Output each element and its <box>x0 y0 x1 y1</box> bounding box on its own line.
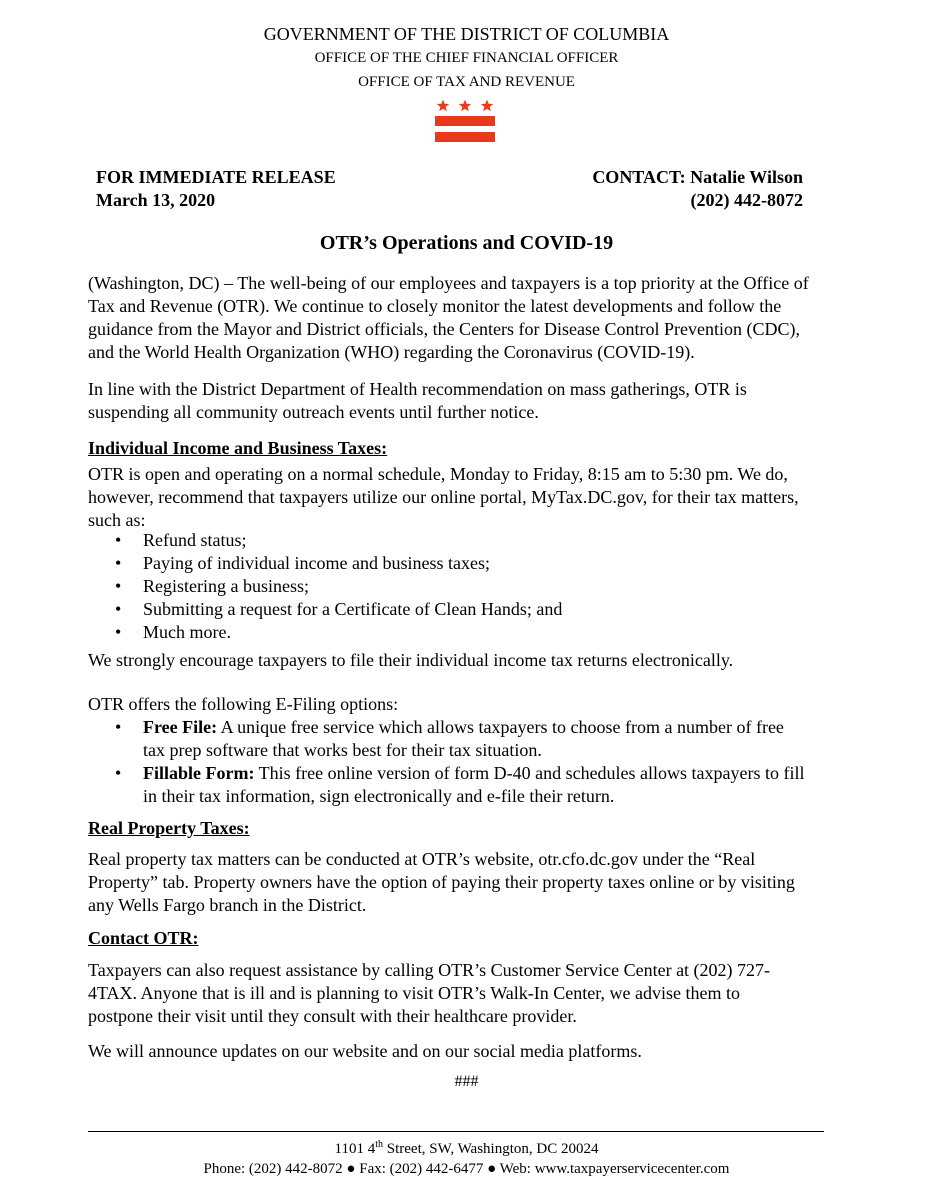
list-item: • Refund status; <box>88 529 858 552</box>
dc-flag-icon <box>435 98 495 148</box>
letterhead-otr: OFFICE OF TAX AND REVENUE <box>358 74 575 90</box>
free-file-text-cont: tax prep software that works best for their tax situation. <box>143 740 542 760</box>
footer-address <box>0 1141 933 1158</box>
updates-text: We will announce updates on our website and on our social media platforms. <box>88 1041 642 1061</box>
text-line: 4TAX. Anyone that is ill and is planning to visit OTR’s Walk-In Center, we advise them to <box>88 983 740 1003</box>
contact-phone: (202) 442-8072 <box>690 190 803 210</box>
text-line: Taxpayers can also request assistance by calling OTR’s Customer Service Center at (202) 727- <box>88 960 771 980</box>
income-paragraph <box>88 463 858 532</box>
efiling-list <box>88 716 858 808</box>
text-line: Real property tax matters can be conducted at OTR’s website, otr.cfo.dc.gov under the “Real <box>88 849 756 869</box>
flag-star <box>481 100 493 112</box>
contact-heading: Contact OTR: <box>88 928 199 948</box>
fillable-form-text: This free online version of form D-40 and schedules allows taxpayers to fill <box>254 763 805 783</box>
free-file-text: A unique free service which allows taxpayers to choose from a number of free <box>217 717 784 737</box>
list-item: • Much more. <box>88 621 858 644</box>
income-heading: Individual Income and Business Taxes: <box>88 438 388 458</box>
footer-address-number: 1101 4 <box>334 1141 376 1157</box>
services-list <box>88 529 858 644</box>
text-line: postpone their visit until they consult with their healthcare provider. <box>88 1006 577 1026</box>
text-line: guidance from the Mayor and District officials, the Centers for Disease Control Prevention (CDC), <box>88 319 800 339</box>
property-heading: Real Property Taxes: <box>88 818 250 838</box>
list-item: • Paying of individual income and business taxes; <box>88 552 858 575</box>
text-line: such as: <box>88 510 146 530</box>
property-paragraph <box>88 848 858 917</box>
efiling-intro: OTR offers the following E-Filing options: <box>88 694 399 714</box>
fillable-form-text-cont: in their tax information, sign electronically and e-file their return. <box>143 786 615 806</box>
list-item: • Registering a business; <box>88 575 858 598</box>
flag-bar <box>435 132 495 142</box>
list-item: • Submitting a request for a Certificate of Clean Hands; and <box>88 598 858 621</box>
text-line: suspending all community outreach events until further notice. <box>88 402 539 422</box>
contact-paragraph <box>88 959 858 1028</box>
text-line: Property” tab. Property owners have the option of paying their property taxes online or by visiting <box>88 872 795 892</box>
outreach-paragraph <box>88 378 858 424</box>
flag-star <box>459 100 471 112</box>
text-line: (Washington, DC) – The well-being of our employees and taxpayers is a top priority at the Office of <box>88 273 809 293</box>
letterhead-cfo: OFFICE OF THE CHIEF FINANCIAL OFFICER <box>314 50 619 66</box>
page-title: OTR’s Operations and COVID-19 <box>319 232 614 254</box>
text-line: Tax and Revenue (OTR). We continue to closely monitor the latest developments and follow the <box>88 296 782 316</box>
text-line: OTR is open and operating on a normal schedule, Monday to Friday, 8:15 am to 5:30 pm. We do, <box>88 464 788 484</box>
text-line: however, recommend that taxpayers utilize our online portal, MyTax.DC.gov, for their tax matters, <box>88 487 799 507</box>
free-file-label: Free File: <box>143 717 218 737</box>
fillable-form-label: Fillable Form: <box>143 763 255 783</box>
footer-contact-line: Phone: (202) 442-8072 ● Fax: (202) 442-6477 ● Web: www.taxpayerservicecenter.com <box>203 1161 730 1177</box>
text-line: and the World Health Organization (WHO) regarding the Coronavirus (COVID-19). <box>88 342 695 362</box>
footer-divider <box>88 1131 824 1132</box>
encourage-text: We strongly encourage taxpayers to file their individual income tax returns electronically. <box>88 650 734 670</box>
contact-name: CONTACT: Natalie Wilson <box>592 167 803 187</box>
text-line: In line with the District Department of Health recommendation on mass gatherings, OTR is <box>88 379 747 399</box>
release-label: FOR IMMEDIATE RELEASE <box>96 167 336 187</box>
text-line: any Wells Fargo branch in the District. <box>88 895 367 915</box>
footer-address-suffix: th <box>375 1139 383 1150</box>
intro-paragraph <box>88 272 858 364</box>
list-item-fillable-form <box>88 762 858 808</box>
letterhead-government: GOVERNMENT OF THE DISTRICT OF COLUMBIA <box>263 24 670 44</box>
flag-bar <box>435 116 495 126</box>
flag-star <box>437 100 449 112</box>
footer-address-street: Street, SW, Washington, DC 20024 <box>383 1141 599 1157</box>
list-item-free-file <box>88 716 858 762</box>
end-mark: ### <box>454 1073 479 1090</box>
release-date: March 13, 2020 <box>96 190 216 210</box>
